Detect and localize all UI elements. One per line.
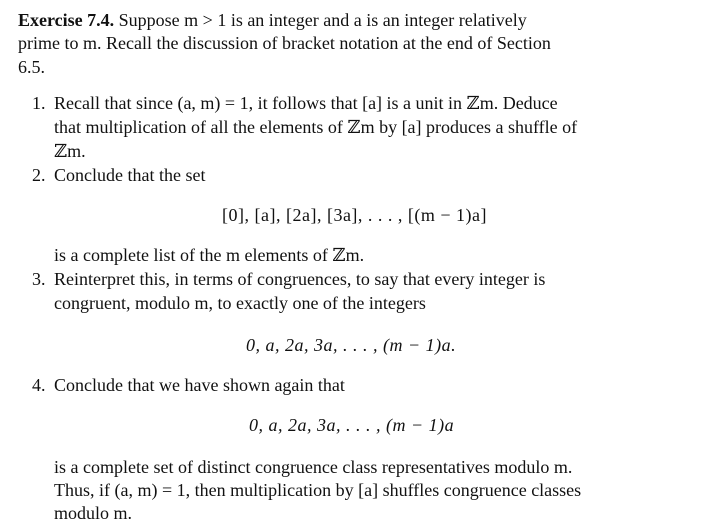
item-4-number: 4. — [32, 375, 46, 395]
intro-line-3: 6.5. — [18, 57, 45, 77]
display-integer-list-2: 0, a, 2a, 3a, . . . , (m − 1)a — [249, 415, 455, 435]
intro-line-2: prime to m. Recall the discussion of bracket notation at the end of Section — [18, 33, 551, 53]
item-3-line-2: congruent, modulo m, to exactly one of the integers — [54, 293, 426, 313]
item-1-line-2: that multiplication of all the elements of ℤm by [a] produces a shuffle of — [54, 117, 578, 137]
item-4-line-1: Conclude that we have shown again that — [54, 375, 345, 395]
item-1-number: 1. — [32, 93, 46, 113]
display-bracket-list: [0], [a], [2a], [3a], . . . , [(m − 1)a] — [222, 205, 488, 225]
intro-line-1-text: Suppose m > 1 is an integer and a is an integer relatively — [118, 10, 527, 30]
item-2-number: 2. — [32, 165, 46, 185]
item-4-line-2: is a complete set of distinct congruence class representatives modulo m. — [54, 457, 573, 477]
item-4-line-3: Thus, if (a, m) = 1, then multiplication by [a] shuffles congruence classes — [54, 480, 582, 500]
display-integer-list-1: 0, a, 2a, 3a, . . . , (m − 1)a. — [246, 335, 457, 355]
item-4-line-4: modulo m. — [54, 503, 133, 523]
intro-line-1 — [18, 9, 527, 32]
item-1-line-1: Recall that since (a, m) = 1, it follows that [a] is a unit in ℤm. Deduce — [54, 93, 558, 113]
item-3-number: 3. — [32, 269, 46, 289]
exercise-heading: Exercise 7.4. — [18, 10, 115, 30]
item-1-line-3: ℤm. — [54, 141, 86, 161]
item-2-line-1: Conclude that the set — [54, 165, 206, 185]
item-3-line-1: Reinterpret this, in terms of congruences, to say that every integer is — [54, 269, 546, 289]
item-2-line-2: is a complete list of the m elements of ℤm. — [54, 245, 365, 265]
